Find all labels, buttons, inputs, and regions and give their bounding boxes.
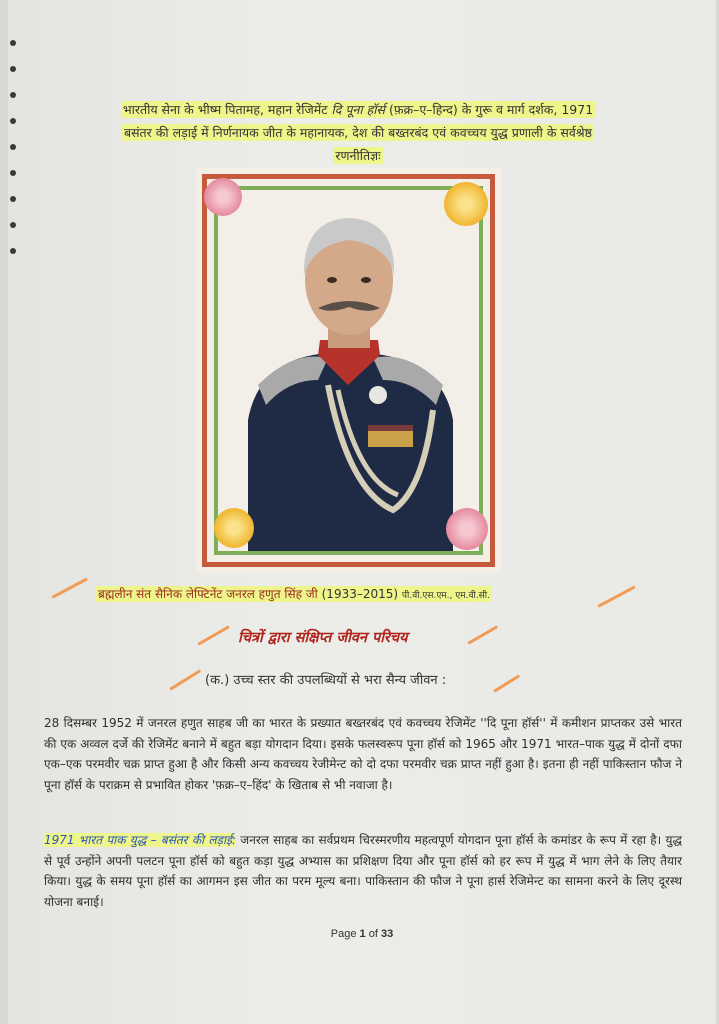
caption-highlight xyxy=(96,586,492,602)
document-page xyxy=(8,0,716,1024)
flower-decoration-bottomright xyxy=(446,508,488,550)
caption-honours: पी.वी.एस.एम., एम.वी.सी. xyxy=(401,591,490,601)
intro-regiment: दि पूना हॉर्स xyxy=(331,102,385,117)
section-title: चित्रों द्वारा संक्षिप्त जीवन परिचय xyxy=(238,629,408,646)
spiral-binding xyxy=(8,0,18,1024)
paragraph-2-body: जनरल साहब का सर्वप्रथम चिरस्मरणीय महत्वपूर्ण योगदान पूना हॉर्स के कमांडर के रूप में रहा है। युद्ध से पूर्व उन्होंने अपनी पलटन पूना हॉर्स को बहुत कड़ा युद्ध अभ्यास का प्रशिक्षण दिया और पूना हॉर्स को हर रूप में युद्ध में भाग लेने के लिए तैयार किया। युद्ध के समय पूना हॉर्स का आगमन इस जीत का परम मूल्य बना। पाकिस्तान की फौज ने पूना हार्स रेजिमेन्ट का सामना करने के लिए दूरस्थ योजना बनाई। xyxy=(44,833,682,909)
page-total: 33 xyxy=(380,928,394,940)
page-current: 1 xyxy=(359,928,366,940)
portrait-caption xyxy=(96,585,616,602)
flower-decoration-bottomleft xyxy=(214,508,254,548)
paragraph-2 xyxy=(44,830,682,912)
general-portrait xyxy=(218,190,479,551)
caption-years: (1933–2015) xyxy=(321,587,399,601)
intro-text xyxy=(48,98,668,167)
sub-section-title: (क.) उच्च स्तर की उपलब्धियों से भरा सैन्य जीवन : xyxy=(205,673,447,688)
page-label: Page xyxy=(330,928,360,940)
pen-mark xyxy=(169,669,201,691)
paragraph-1: 28 दिसम्बर 1952 में जनरल हणुत साहब जी का भारत के प्रख्यात बख्तरबंद एवं कवच्चय रेजिमेंट ''दि पूना हॉर्स'' में कमीशन प्राप्तकर उसे भारत की एक अव्वल दर्जे की रेजिमेंट बनाने में बहुत बड़ा योगदान दिया। इसके फलस्वरूप पूना हॉर्स को 1965 और 1971 भारत–पाक युद्ध में दोनों दफा एक–एक परमवीर चक्र प्राप्त हुआ है और किसी अन्य कवच्चय रेजीमेन्ट को दो दफा परमवीर चक्र प्राप्त नहीं हुआ है। इतना ही नहीं पाकिस्तान फौज ने पूना हॉर्स के पराक्रम से प्रभावित होकर 'फ़क्र–ए–हिंद' के खिताब से भी नवाजा है। xyxy=(44,716,682,792)
pen-mark xyxy=(197,625,230,646)
portrait-frame xyxy=(196,168,501,573)
page-of: of xyxy=(365,928,381,940)
flower-decoration-topleft xyxy=(204,178,242,216)
paragraph-2-heading: 1971 भारत पाक युद्ध – बसंतर की लड़ाई: xyxy=(44,833,237,847)
page-number xyxy=(8,928,716,940)
caption-name: ब्रह्मलीन संत सैनिक लेफ्टिनेंट जनरल हणुत सिंह जी xyxy=(98,587,318,601)
pen-mark xyxy=(467,625,498,645)
portrait-image xyxy=(214,186,483,555)
pen-mark xyxy=(51,577,88,598)
flower-decoration-topright xyxy=(444,182,488,226)
intro-line1-end: (फ़क्र–ए–हिन्द) के गुरू व मार्ग दर्शक, 1971 xyxy=(384,102,594,117)
pen-mark xyxy=(493,674,520,692)
intro-line1 xyxy=(121,101,595,118)
intro-line3: रणनीतिज्ञः xyxy=(335,148,381,163)
intro-line1-start: भारतीय सेना के भीष्म पितामह, महान रेजिमेंट xyxy=(122,102,332,117)
intro-line2: बसंतर की लड़ाई में निर्णनायक जीत के महानायक, देश की बख्तरबंद एवं कवच्चय युद्ध प्रणाली के सर्वश्रेष्ठ xyxy=(123,125,593,140)
